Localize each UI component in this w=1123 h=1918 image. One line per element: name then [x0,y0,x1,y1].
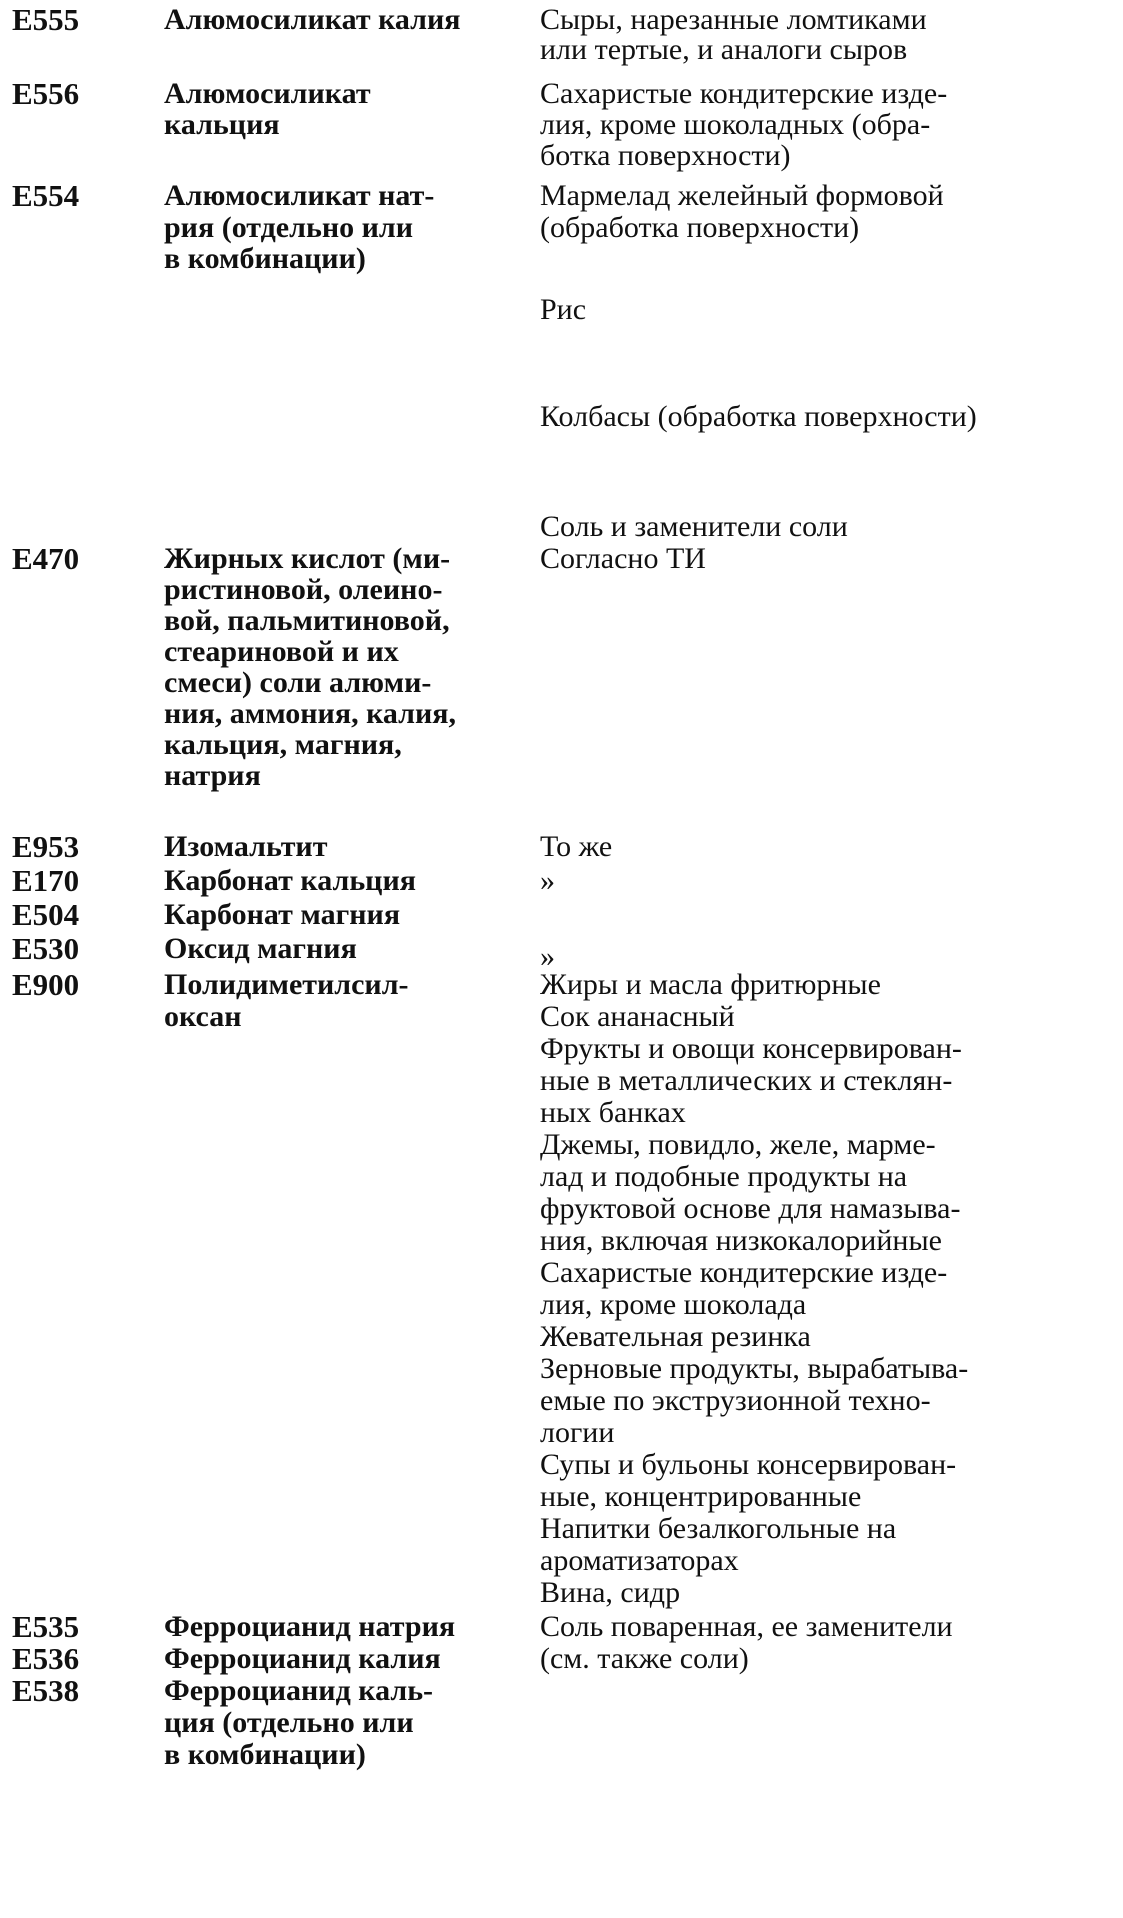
application-line: Сок ананасный [540,1000,735,1033]
additive-code: E554 [12,178,80,213]
application-line: Напитки безалкогольные на [540,1512,897,1545]
additive-name-line: Жирных кислот (ми- [164,542,451,575]
application-line: Вина, сидр [540,1576,681,1609]
application-line: (см. также соли) [540,1642,749,1675]
application-line: ботка поверхности) [540,139,791,172]
application-line: (обработка поверхности) [540,211,860,244]
additive-name-line: Алюмосиликат [164,77,371,110]
additive-name-line: ристиновой, олеино- [164,573,443,606]
application-line: Жевательная резинка [540,1320,811,1353]
application-line: То же [540,830,613,863]
additive-name-line: смеси) соли алюми- [164,666,432,699]
application-line: Соль и заменители соли [540,510,848,543]
application-line: емые по экструзионной техно- [540,1384,931,1417]
additive-code: E530 [12,931,80,966]
application-line: Рис [540,293,587,326]
application-line: ные, концентрированные [540,1480,862,1513]
application-line: » [540,864,555,897]
additive-code: E535 [12,1609,80,1644]
additive-code: E953 [12,829,80,864]
additive-name-line: вой, пальмитиновой, [164,604,450,637]
application-line: Согласно ТИ [540,542,706,575]
application-line: или тертые, и аналоги сыров [540,33,908,66]
additive-name-line: в комбинации) [164,1738,366,1771]
additive-name-line: Оксид магния [164,932,357,965]
application-line: ния, включая низкокалорийные [540,1224,942,1257]
additive-code: E900 [12,967,80,1002]
additive-name-line: рия (отдельно или [164,211,414,244]
application-line: фруктовой основе для намазыва- [540,1192,961,1225]
additive-name-line: натрия [164,759,261,792]
application-line: Мармелад желейный формовой [540,179,944,212]
additive-name-line: Полидиметилсил- [164,968,409,1001]
application-line: лад и подобные продукты на [540,1160,908,1193]
application-line: Жиры и масла фритюрные [540,968,881,1001]
application-line: » [540,940,555,973]
application-line: лия, кроме шоколадных (обра- [540,108,931,141]
application-line: Зерновые продукты, вырабатыва- [540,1352,969,1385]
additive-name-line: Алюмосиликат калия [164,3,461,36]
application-line: Соль поваренная, ее заменители [540,1610,953,1643]
application-line: Сыры, нарезанные ломтиками [540,3,927,36]
application-line: Супы и бульоны консервирован- [540,1448,957,1481]
application-line: ных банках [540,1096,686,1129]
additive-name-line: ция (отдельно или [164,1706,414,1739]
application-line: ные в металлических и стеклян- [540,1064,953,1097]
additive-name-line: кальция, магния, [164,728,402,761]
application-line: ароматизаторах [540,1544,739,1577]
application-line: логии [540,1416,615,1449]
additive-code: E556 [12,76,80,111]
application-line: Сахаристые кондитерские изде- [540,77,948,110]
additive-name-line: Изомальтит [164,830,328,863]
additive-name-line: в комбинации) [164,242,366,275]
additive-name-line: оксан [164,1000,242,1033]
additive-name-line: Карбонат магния [164,898,401,931]
application-line: Сахаристые кондитерские изде- [540,1256,948,1289]
application-line: Джемы, повидло, желе, марме- [540,1128,936,1161]
additive-name-line: Ферроцианид каль- [164,1674,434,1707]
additive-code: E470 [12,541,80,576]
additive-code: E170 [12,863,80,898]
application-line: лия, кроме шоколада [540,1288,807,1321]
additive-name-line: Алюмосиликат нат- [164,179,435,212]
additive-name-line: Ферроцианид натрия [164,1610,456,1643]
additive-name-line: кальция [164,108,280,141]
additive-name-line: стеариновой и их [164,635,399,668]
additive-name-line: Карбонат кальция [164,864,416,897]
application-line: Колбасы (обработка поверхности) [540,400,977,433]
additive-name-line: Ферроцианид калия [164,1642,441,1675]
additive-code: E555 [12,2,80,37]
additive-code: E536 [12,1641,80,1676]
additive-code: E504 [12,897,80,932]
application-line: Фрукты и овощи консервирован- [540,1032,962,1065]
additive-name-line: ния, аммония, калия, [164,697,457,730]
additive-code: E538 [12,1673,80,1708]
